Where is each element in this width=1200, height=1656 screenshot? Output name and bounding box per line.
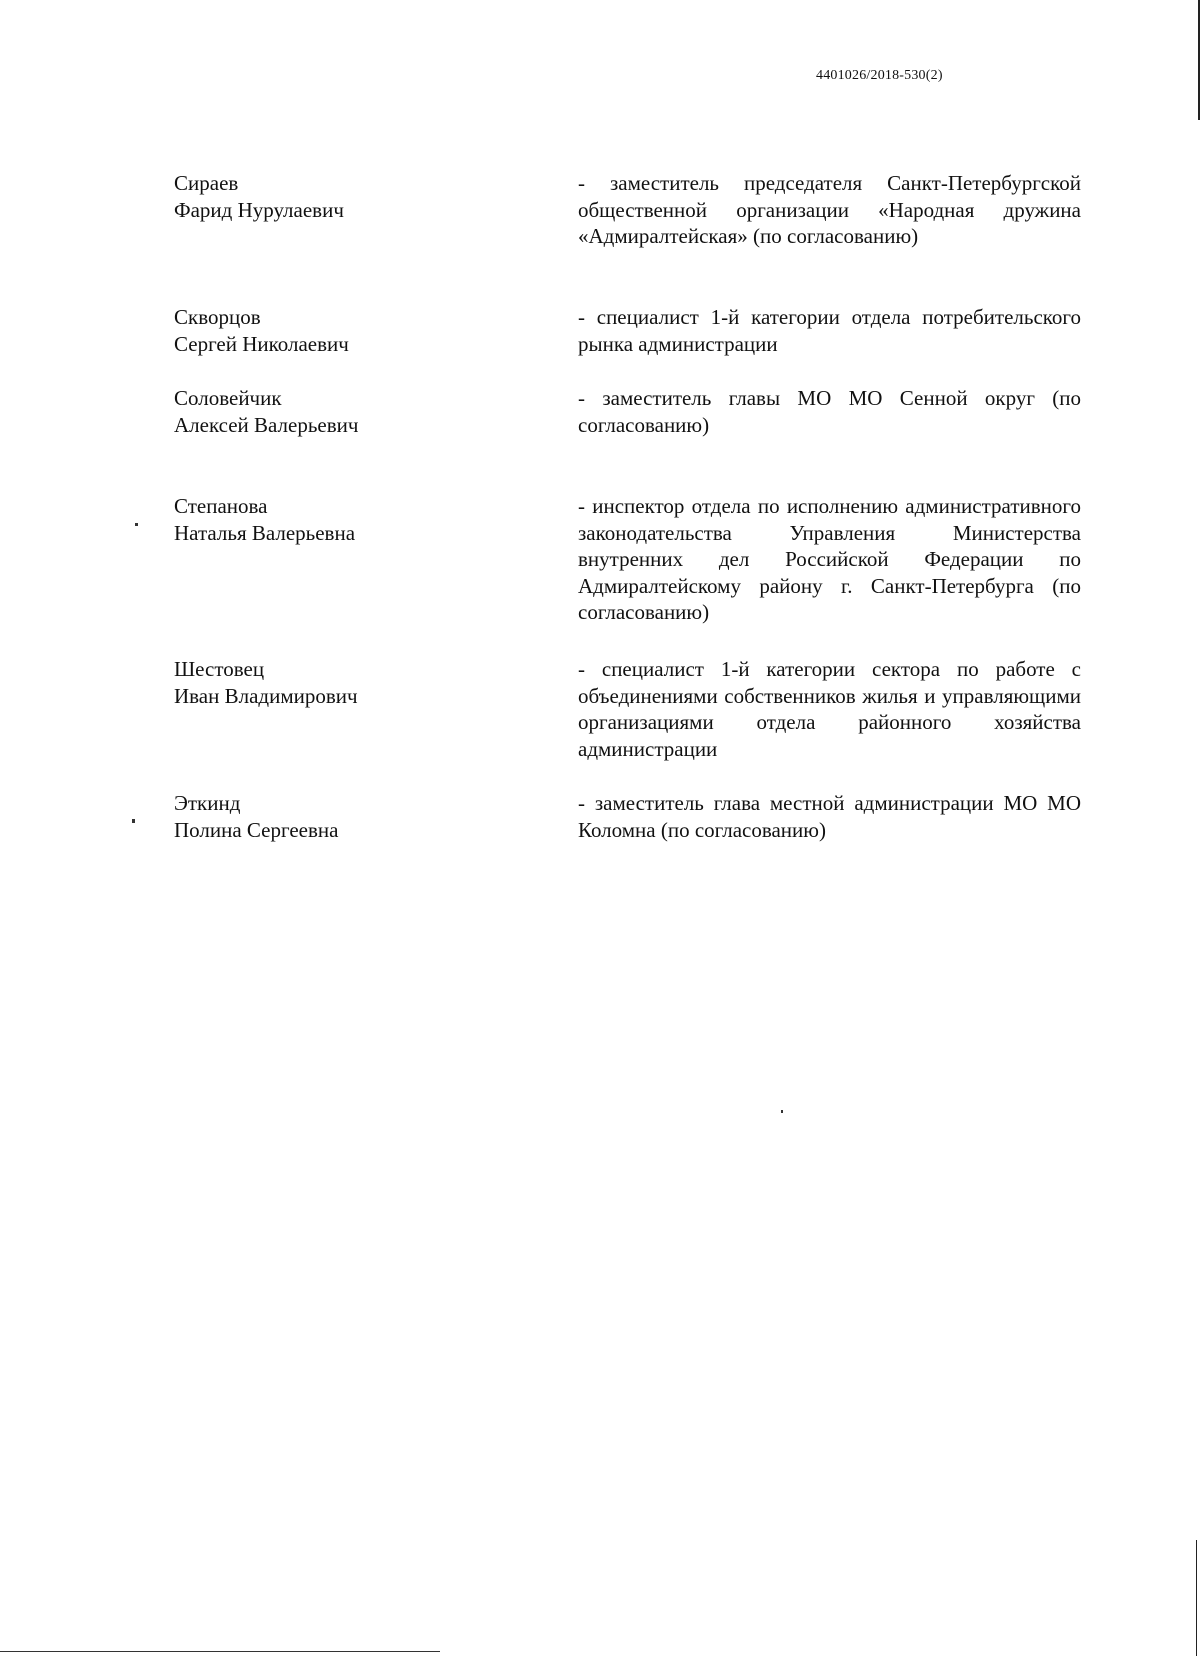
member-given-names: Фарид Нурулаевич	[174, 197, 344, 222]
member-surname: Шестовец	[174, 657, 265, 681]
scan-edge-line	[1196, 1540, 1197, 1656]
member-role: - специалист 1-й категории сектора по работе с объединениями собственников жилья и управляющими организациями отдела районного хозяйства администрации	[578, 657, 1081, 761]
member-role: - заместитель глава местной администрации МО МО Коломна (по согласованию)	[578, 791, 1081, 842]
member-role: - заместитель председателя Санкт-Петербургской общественной организации «Народная дружина «Адмиралтейская» (по согласованию)	[578, 171, 1081, 248]
member-name	[174, 385, 474, 438]
scan-bottom-line	[0, 1651, 440, 1652]
member-role: - заместитель главы МО МО Сенной округ (по согласованию)	[578, 386, 1081, 437]
member-role: - специалист 1-й категории отдела потребительского рынка администрации	[578, 305, 1081, 356]
document-number: 4401026/2018-530(2)	[816, 68, 943, 83]
member-name	[174, 170, 474, 223]
member-surname: Скворцов	[174, 305, 261, 329]
member-surname: Сираев	[174, 171, 239, 195]
member-given-names: Сергей Николаевич	[174, 331, 349, 356]
member-surname: Соловейчик	[174, 386, 282, 410]
member-surname: Степанова	[174, 494, 268, 518]
member-role: - инспектор отдела по исполнению административного законодательства Управления Министерства внутренних дел Российской Федерации по Адмиралтейскому району г. Санкт-Петербурга (по согласованию)	[578, 494, 1081, 624]
member-name	[174, 790, 474, 843]
member-given-names: Иван Владимирович	[174, 683, 358, 708]
member-given-names: Наталья Валерьевна	[174, 520, 356, 545]
scan-speck	[135, 523, 138, 526]
scan-speck	[132, 819, 135, 823]
member-given-names: Алексей Валерьевич	[174, 412, 359, 437]
member-surname: Эткинд	[174, 791, 241, 815]
member-name	[174, 656, 474, 709]
member-name	[174, 304, 474, 357]
member-name	[174, 493, 474, 546]
scan-speck	[781, 1110, 783, 1113]
member-given-names: Полина Сергеевна	[174, 817, 339, 842]
